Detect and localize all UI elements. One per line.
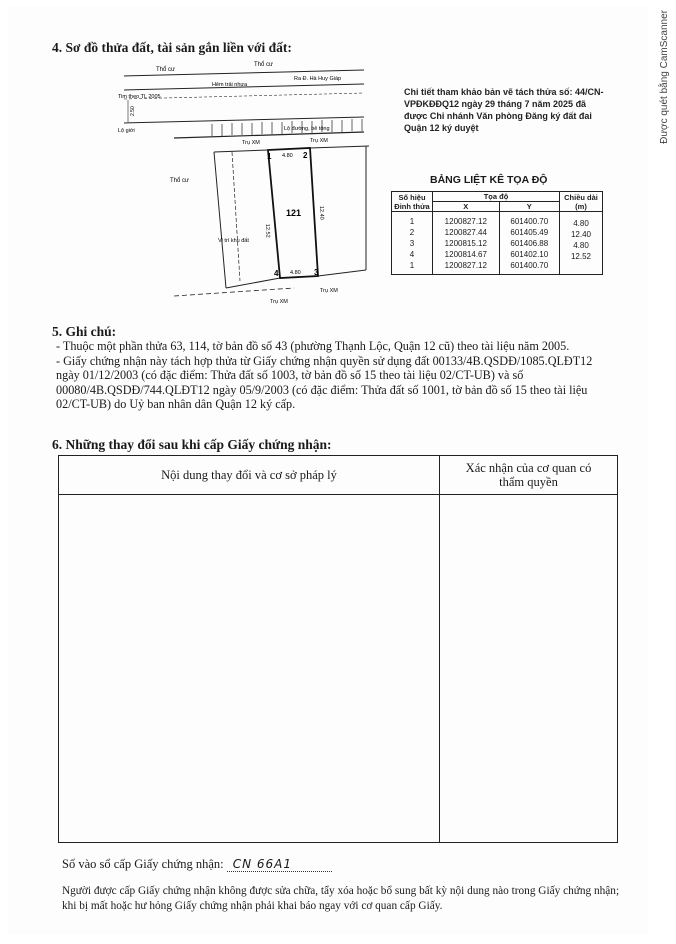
coord-point: 1 <box>409 216 415 226</box>
coord-col-coords: Tọa độ <box>433 192 560 202</box>
map-label-vi-tri: Vị trí khu đất <box>218 238 249 244</box>
coord-length: 4.80 <box>573 219 589 228</box>
map-label-lo-duong: Lộ đường, bê tông <box>284 126 330 132</box>
map-dim-right: 12.40 <box>318 205 325 220</box>
map-label-tim-theo: Tim theo TL 2005 <box>118 94 161 100</box>
map-label-tho-cu-top-left: Thổ cư <box>156 67 176 73</box>
coord-y: 601402.10 <box>510 249 549 259</box>
coord-points-cell <box>392 212 433 275</box>
footer-note: Người được cấp Giấy chứng nhận không được sửa chữa, tẩy xóa hoặc bổ sung bất kỳ nội dung nào trong Giấy chứng nhận; khi bị mất hoặc hư hỏng Giấy chứng nhận phải khai báo ngay với cơ quan cấp Giấy. <box>62 885 620 912</box>
reference-note: Chi tiết tham khảo bản vẽ tách thửa số: 44/CN-VPĐKĐĐQ12 ngày 29 tháng 7 năm 2025 đã được Chi nhánh Văn phòng Đăng ký đất đai Quận 12 ký duyệt <box>404 87 604 133</box>
coord-length: 12.40 <box>570 230 592 239</box>
coord-length-cell <box>560 212 603 275</box>
changes-content-cell <box>59 495 440 843</box>
map-label-tru-xm-1: Trụ XM <box>242 140 260 146</box>
coord-point: 3 <box>409 238 415 248</box>
map-label-ra-duong: Ra Đ. Hà Huy Giáp <box>294 76 342 82</box>
coord-table-title: BẢNG LIỆT KÊ TỌA ĐỘ <box>430 174 548 186</box>
coord-length: 12.52 <box>570 252 592 261</box>
coord-x: 1200827.12 <box>444 216 487 226</box>
coord-x-cell <box>433 212 500 275</box>
map-corner-2: 2 <box>303 151 308 160</box>
note-1: - Thuộc một phần thửa 63, 114, tờ bản đồ số 43 (phường Thạnh Lộc, Quận 12 cũ) theo tài liệu năm 2005. <box>56 339 570 353</box>
map-road-edge <box>174 132 364 138</box>
changes-table <box>58 455 618 843</box>
coord-y: 601400.70 <box>510 260 549 270</box>
coord-x: 1200827.12 <box>444 260 487 270</box>
coord-y: 601406.88 <box>510 238 549 248</box>
land-plot-diagram <box>114 56 384 316</box>
changes-col-content: Nội dung thay đổi và cơ sở pháp lý <box>59 456 440 495</box>
coord-x: 1200815.12 <box>444 238 487 248</box>
map-dim-bottom: 4.80 <box>290 270 301 276</box>
map-dim-left: 12.52 <box>264 223 271 238</box>
coord-x: 1200814.67 <box>444 249 487 259</box>
coord-y: 601400.70 <box>510 216 549 226</box>
map-corner-3: 3 <box>314 268 319 277</box>
map-corner-4: 4 <box>274 269 279 278</box>
coord-col-y: Y <box>499 202 559 212</box>
map-label-tho-cu-top-right: Thổ cư <box>254 62 274 68</box>
map-row-boundary <box>124 117 364 123</box>
map-label-tru-xm-2: Trụ XM <box>310 138 328 144</box>
coord-point: 4 <box>409 249 415 259</box>
coord-point: 1 <box>409 260 415 270</box>
coord-x: 1200827.44 <box>444 227 487 237</box>
certificate-page <box>8 6 648 934</box>
section4-heading: 4. Sơ đồ thửa đất, tài sản gắn liền với đất: <box>52 40 292 55</box>
section6-heading: 6. Những thay đổi sau khi cấp Giấy chứng nhận: <box>52 437 332 452</box>
map-dim-250: 2.50 <box>130 106 136 116</box>
map-label-hem: Hẻm trải nhựa <box>212 82 248 88</box>
section5-heading: 5. Ghi chú: <box>52 324 117 339</box>
registry-line <box>62 857 332 872</box>
coord-y-cell <box>499 212 559 275</box>
registry-number: CN 66A1 <box>232 857 293 871</box>
changes-confirmation-cell <box>440 495 618 843</box>
coord-col-length: Chiều dài (m) <box>560 192 603 212</box>
coordinate-table <box>391 191 603 275</box>
map-dim-top: 4.80 <box>282 153 293 159</box>
coord-col-x: X <box>433 202 500 212</box>
coord-col-point: Số hiệu Đỉnh thửa <box>392 192 433 212</box>
map-label-tho-cu-left: Thổ cư <box>170 178 190 184</box>
map-corner-1: 1 <box>267 152 272 161</box>
map-label-lo-gioi: Lộ giới <box>118 128 135 134</box>
registry-label: Số vào sổ cấp Giấy chứng nhận: <box>62 857 224 871</box>
scanner-watermark: Được quét bằng CamScanner <box>659 10 670 144</box>
coord-point: 2 <box>409 227 415 237</box>
map-label-tru-xm-3: Trụ XM <box>320 288 338 294</box>
map-label-tru-xm-4: Trụ XM <box>270 299 288 305</box>
section5-notes <box>56 339 616 412</box>
changes-col-confirmation: Xác nhận của cơ quan có thẩm quyền <box>440 456 618 495</box>
coord-length: 4.80 <box>573 241 589 250</box>
map-parcel-number: 121 <box>286 208 302 218</box>
note-2: - Giấy chứng nhận này tách hợp thửa từ Giấy chứng nhận quyền sử dụng đất 00133/4B.QSDĐ/1085.QLĐT12 ngày 01/12/2003 (có đặc điểm: Thửa đất số 1003, tờ bản đồ số 15 theo tài liệu 02/CT-UB) và số 00080/4B.QSDĐ/744.QLĐT12 ngày 05/9/2003 (có đặc điểm: Thửa đất số 1001, tờ bản đồ số 15 theo tài liệu 02/CT-UB) do Uỷ ban nhân dân Quận 12 ký cấp. <box>56 353 593 412</box>
coord-y: 601405.49 <box>510 227 549 237</box>
